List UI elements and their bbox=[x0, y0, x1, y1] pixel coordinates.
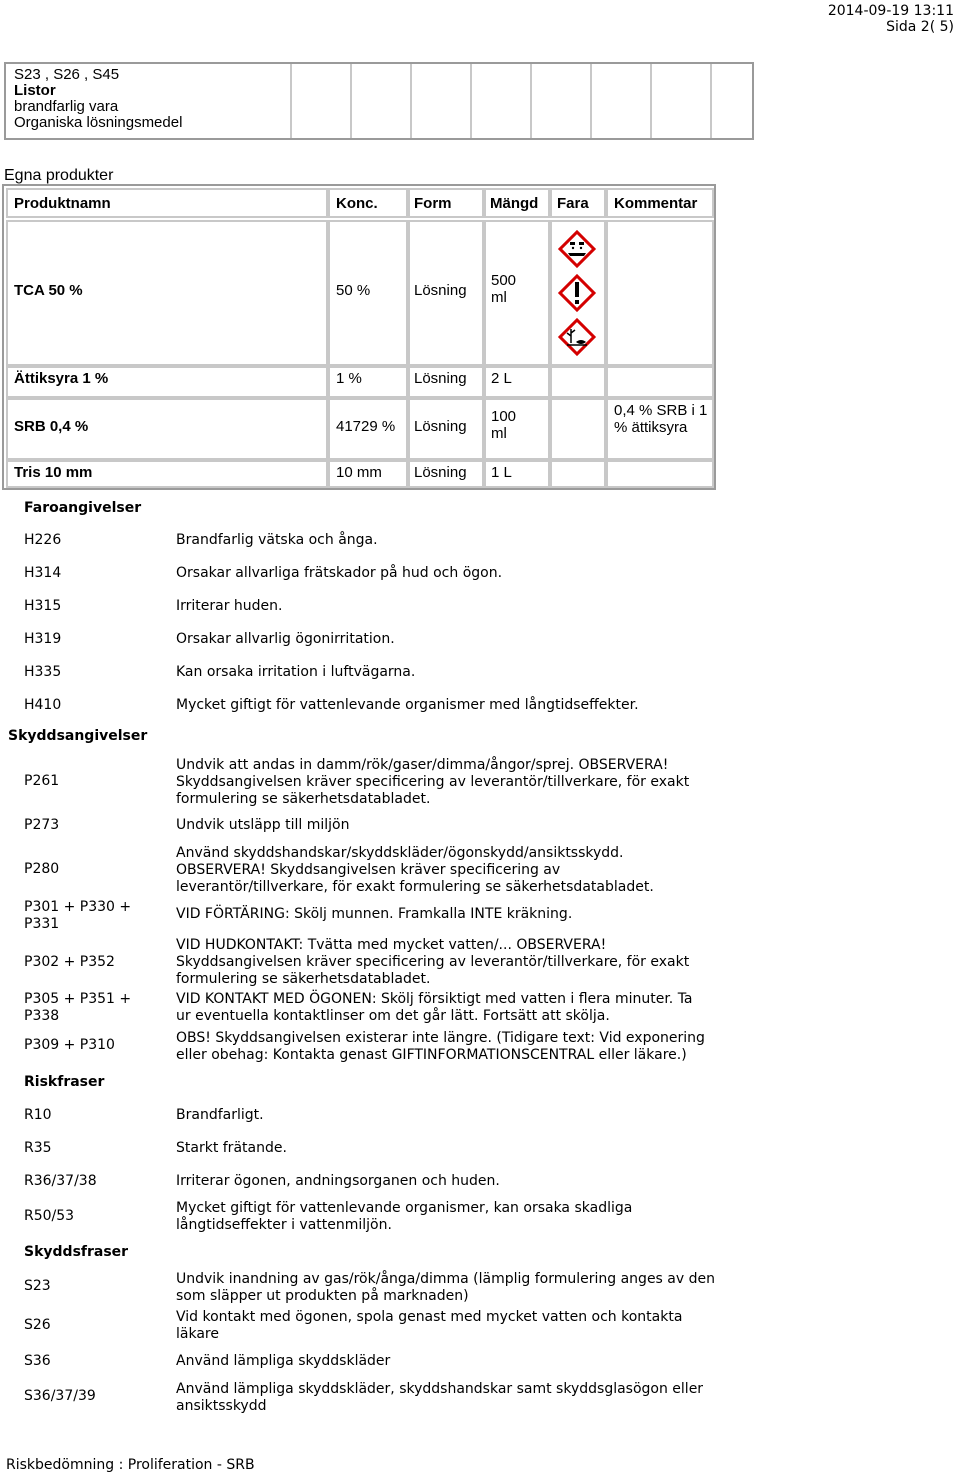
risk-text: Irriterar ögonen, andningsorganen och huden. bbox=[176, 1173, 500, 1189]
product-conc: 50 % bbox=[336, 282, 371, 299]
risk-text: Brandfarligt. bbox=[176, 1107, 264, 1123]
precaution-code: P261 bbox=[24, 773, 60, 789]
product-amount: 500 ml bbox=[491, 272, 517, 306]
precaution-code: P273 bbox=[24, 817, 60, 833]
precaution-code: P309 + P310 bbox=[24, 1037, 115, 1053]
product-form: Lösning bbox=[414, 370, 467, 387]
product-conc: 1 % bbox=[336, 370, 362, 387]
top-line-2: Listor bbox=[14, 82, 56, 99]
product-form: Lösning bbox=[414, 418, 467, 435]
precaution-text: VID HUDKONTAKT: Tvätta med mycket vatten/... OBSERVERA! Skyddsangivelsen kräver specificering av leverantör/tillverkare, för exakt formulering se säkerhetsdatabladet. bbox=[176, 937, 690, 987]
product-conc: 10 mm bbox=[336, 464, 382, 481]
products-table bbox=[2, 184, 716, 490]
precaution-text: OBS! Skyddsangivelsen existerar inte längre. (Tidigare text: Vid exponering eller obehag: Kontakta genast GIFTINFORMATIONSCENTRAL eller läkare.) bbox=[176, 1030, 705, 1063]
col-fara: Fara bbox=[557, 195, 589, 212]
exclamation-icon bbox=[557, 273, 597, 313]
safety-text: Vid kontakt med ögonen, spola genast med mycket vatten och kontakta läkare bbox=[176, 1309, 683, 1342]
safety-text: Använd lämpliga skyddskläder, skyddshandskar samt skyddsglasögon eller ansiktsskydd bbox=[176, 1381, 704, 1414]
top-line-1: S23 , S26 , S45 bbox=[14, 66, 120, 83]
col-mangd: Mängd bbox=[490, 195, 539, 212]
hazard-text: Kan orsaka irritation i luftvägarna. bbox=[176, 664, 416, 680]
precaution-code: P302 + P352 bbox=[24, 954, 115, 970]
safety-code: S36 bbox=[24, 1353, 51, 1369]
hazard-code: H315 bbox=[24, 598, 62, 614]
precaution-text: Undvik att andas in damm/rök/gaser/dimma/ångor/sprej. OBSERVERA! Skyddsangivelsen kräver specificering av leverantör/tillverkare, för exakt formulering se säkerhetsdatabladet. bbox=[176, 757, 690, 807]
skyddsfraser-title: Skyddsfraser bbox=[24, 1244, 129, 1260]
risk-code: R36/37/38 bbox=[24, 1173, 97, 1189]
safety-text: Undvik inandning av gas/rök/ånga/dimma (lämplig formulering anges av den som släpper ut produkten på marknaden) bbox=[176, 1271, 715, 1304]
hazard-text: Irriterar huden. bbox=[176, 598, 283, 614]
risk-text: Mycket giftigt för vattenlevande organismer, kan orsaka skadliga långtidseffekter i vattenmiljön. bbox=[176, 1200, 633, 1233]
precaution-code: P280 bbox=[24, 861, 60, 877]
product-amount: 100 ml bbox=[491, 408, 517, 442]
col-form: Form bbox=[414, 195, 452, 212]
product-amount: 2 L bbox=[491, 370, 512, 387]
product-name: TCA 50 % bbox=[14, 282, 83, 299]
hazard-text: Orsakar allvarliga frätskador på hud och ögon. bbox=[176, 565, 503, 581]
risk-text: Starkt frätande. bbox=[176, 1140, 287, 1156]
skyddsangivelser-title: Skyddsangivelser bbox=[8, 728, 148, 744]
hazard-text: Orsakar allvarlig ögonirritation. bbox=[176, 631, 395, 647]
safety-text: Använd lämpliga skyddskläder bbox=[176, 1353, 391, 1369]
safety-code: S26 bbox=[24, 1317, 51, 1333]
precaution-text: VID FÖRTÄRING: Skölj munnen. Framkalla INTE kräkning. bbox=[176, 906, 573, 922]
product-name: SRB 0,4 % bbox=[14, 418, 89, 435]
hazard-text: Mycket giftigt för vattenlevande organismer med långtidseffekter. bbox=[176, 697, 639, 713]
page-footer: Riskbedömning : Proliferation - SRB bbox=[6, 1457, 255, 1473]
hazard-text: Brandfarlig vätska och ånga. bbox=[176, 532, 378, 548]
risk-code: R35 bbox=[24, 1140, 52, 1156]
hazard-code: H319 bbox=[24, 631, 62, 647]
product-form: Lösning bbox=[414, 464, 467, 481]
hazard-code: H226 bbox=[24, 532, 62, 548]
precaution-text: Undvik utsläpp till miljön bbox=[176, 817, 350, 833]
precaution-code: P305 + P351 + P338 bbox=[24, 991, 132, 1024]
product-amount: 1 L bbox=[491, 464, 512, 481]
safety-code: S36/37/39 bbox=[24, 1388, 96, 1404]
safety-code: S23 bbox=[24, 1278, 51, 1294]
product-conc: 41729 % bbox=[336, 418, 396, 435]
top-info-box bbox=[4, 62, 754, 140]
own-products-title: Egna produkter bbox=[4, 167, 114, 184]
product-name: Ättiksyra 1 % bbox=[14, 370, 109, 387]
hazard-code: H314 bbox=[24, 565, 62, 581]
col-konc: Konc. bbox=[336, 195, 378, 212]
col-kommentar: Kommentar bbox=[614, 195, 698, 212]
corrosive-icon bbox=[557, 229, 597, 269]
precaution-code: P301 + P330 + P331 bbox=[24, 899, 132, 932]
print-datetime: 2014-09-19 13:11 bbox=[827, 3, 954, 19]
riskfraser-title: Riskfraser bbox=[24, 1074, 105, 1090]
product-comment: 0,4 % SRB i 1 % ättiksyra bbox=[614, 402, 708, 436]
page-number: Sida 2( 5) bbox=[886, 19, 954, 35]
risk-code: R10 bbox=[24, 1107, 52, 1123]
top-line-3: brandfarlig vara bbox=[14, 98, 119, 115]
faroangivelser-title: Faroangivelser bbox=[24, 500, 142, 516]
precaution-text: Använd skyddshandskar/skyddskläder/ögonskydd/ansiktsskydd. OBSERVERA! Skyddsangivelsen kräver specificering av leverantör/tillverkare, för exakt formulering se säkerhetsdatabladet. bbox=[176, 845, 654, 895]
col-produktnamn: Produktnamn bbox=[14, 195, 111, 212]
product-form: Lösning bbox=[414, 282, 467, 299]
product-name: Tris 10 mm bbox=[14, 464, 93, 481]
hazard-code: H335 bbox=[24, 664, 62, 680]
top-line-4: Organiska lösningsmedel bbox=[14, 114, 183, 131]
risk-code: R50/53 bbox=[24, 1208, 75, 1224]
environment-icon bbox=[557, 317, 597, 357]
hazard-code: H410 bbox=[24, 697, 62, 713]
precaution-text: VID KONTAKT MED ÖGONEN: Skölj försiktigt med vatten i flera minuter. Ta ur eventuella kontaktlinser om det går lätt. Fortsätt att skölja. bbox=[176, 991, 693, 1024]
